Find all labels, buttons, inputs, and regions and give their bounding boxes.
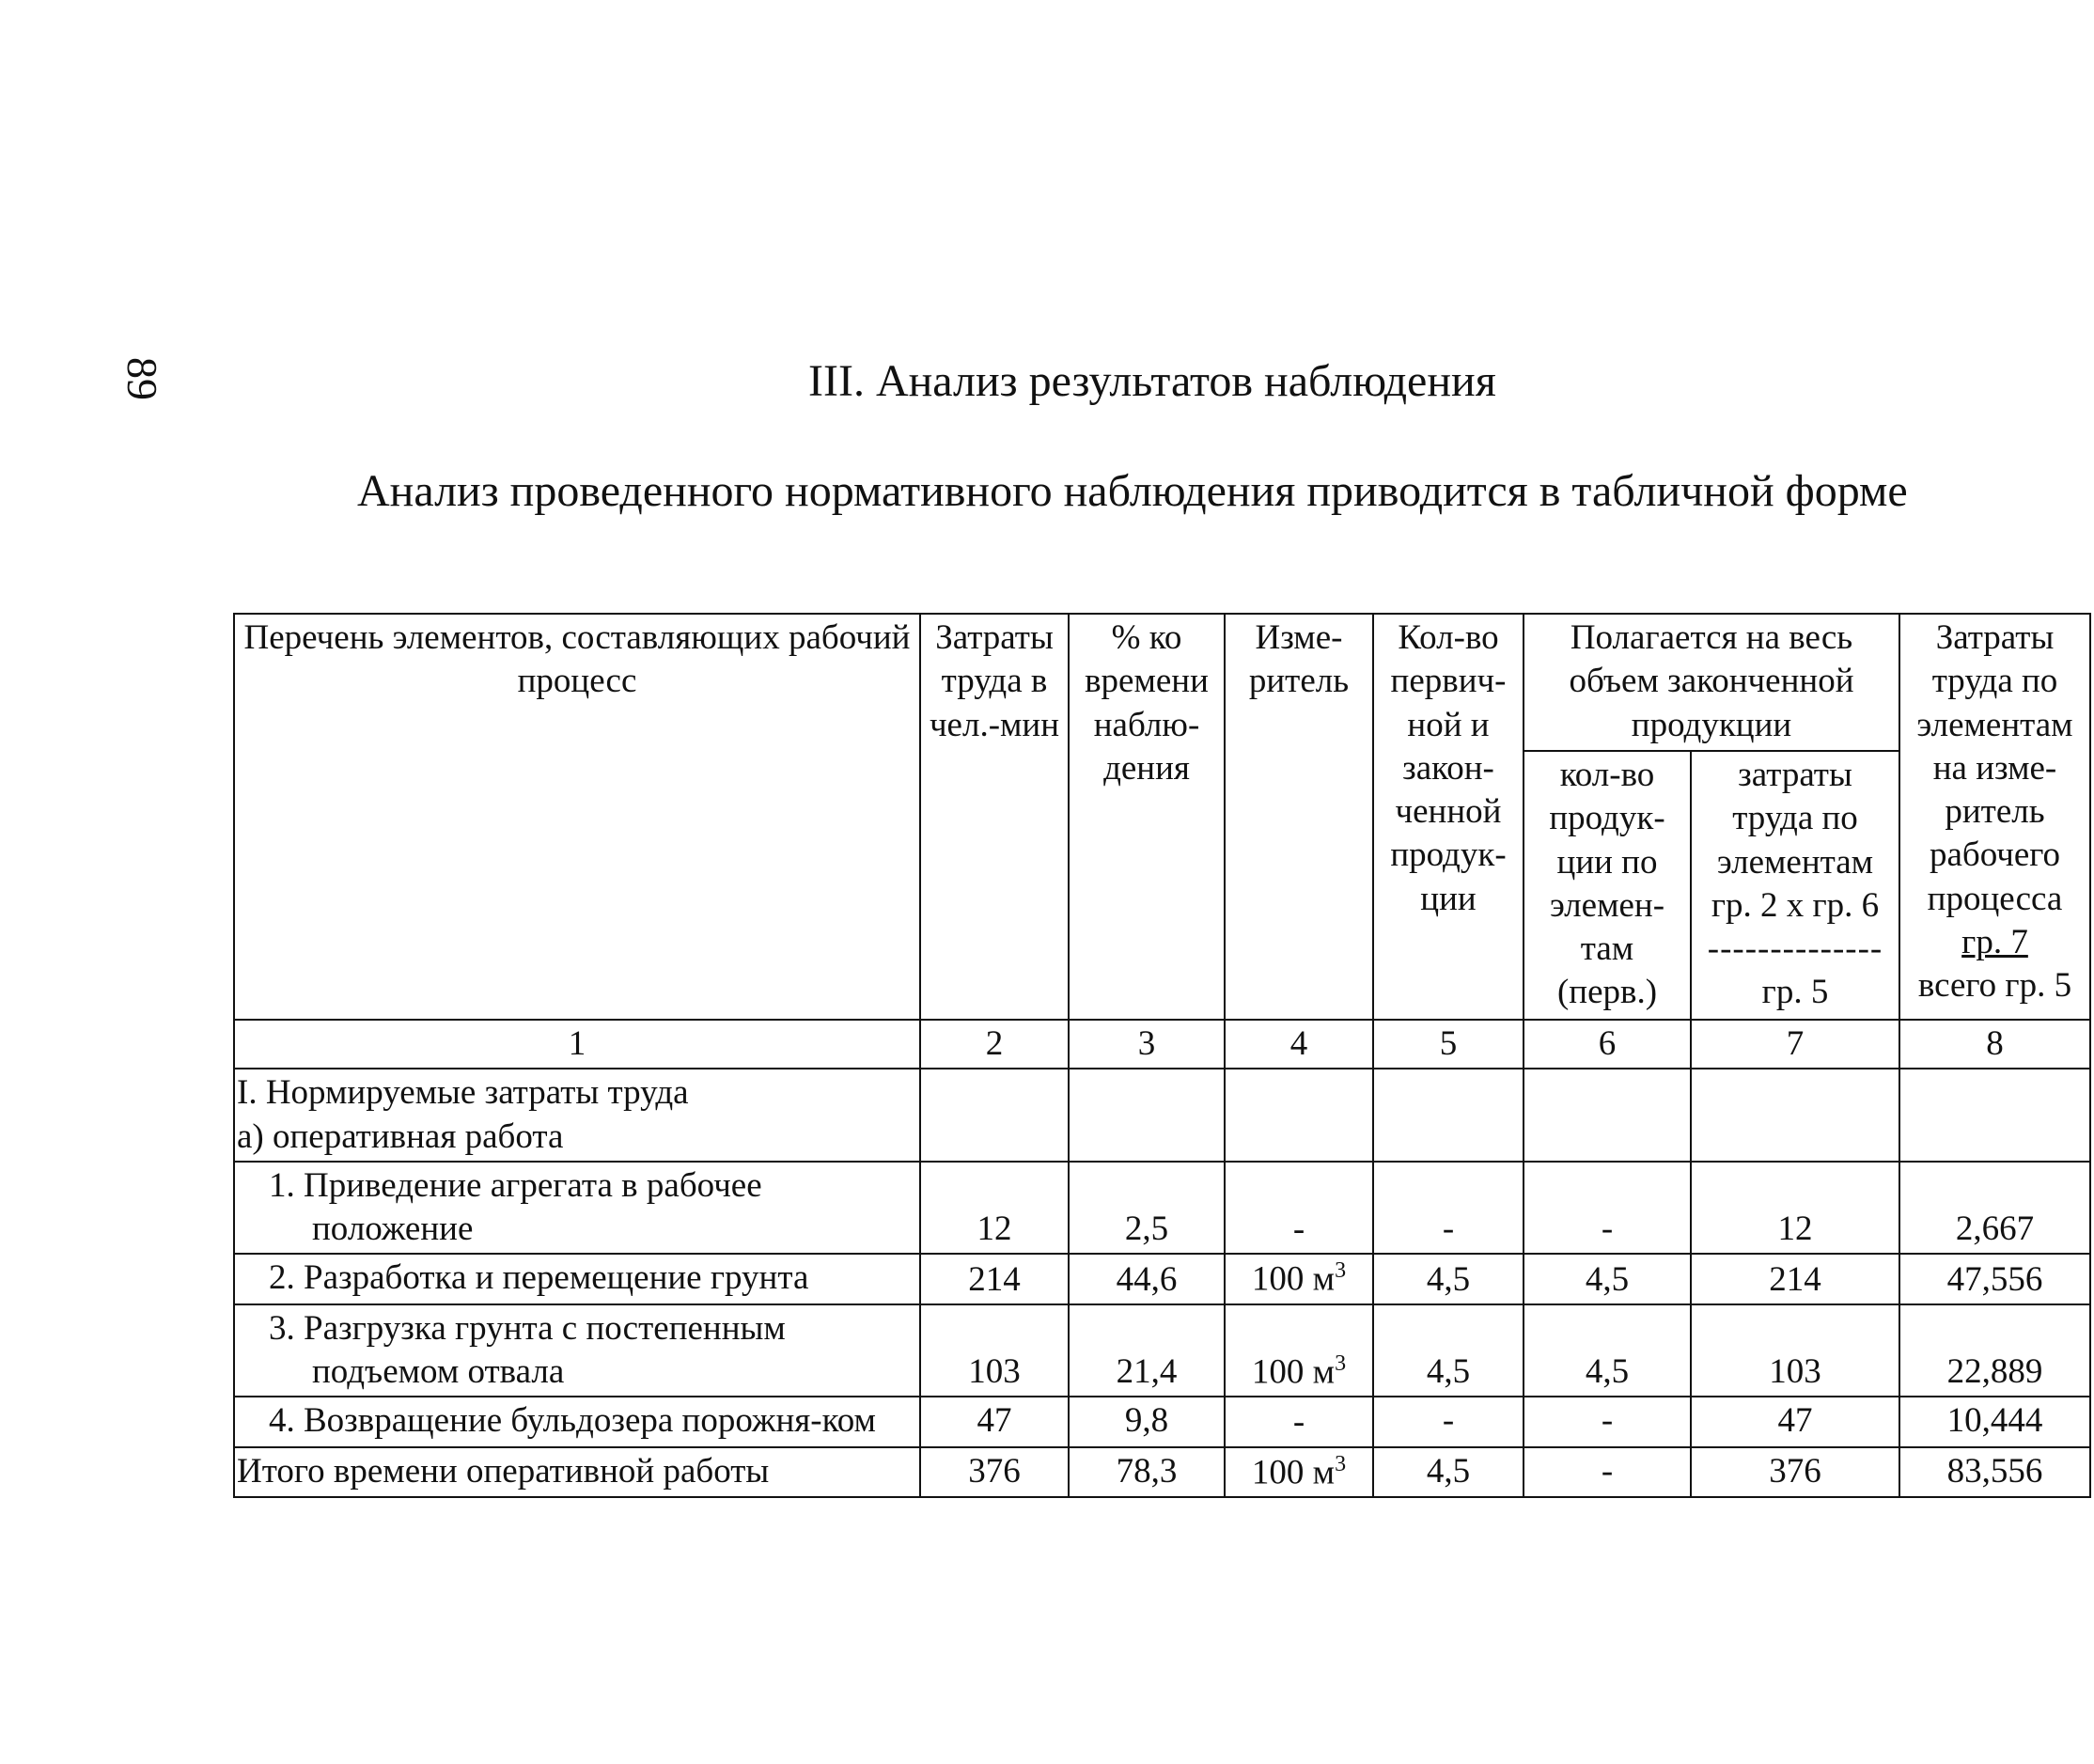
header-labor-cost: Затраты труда в чел.-мин (920, 614, 1069, 1020)
total-percent: 78,3 (1069, 1447, 1225, 1498)
total-element-qty: - (1524, 1447, 1691, 1498)
header-row-1 (234, 614, 2090, 751)
total-unit: 100 $м^3$ (1225, 1447, 1373, 1498)
intro-text: Анализ проведенного нормативного наблюдения приводится в табличной форме (357, 466, 1908, 516)
row-name: 2. Разработка и перемещение грунта (234, 1254, 920, 1304)
row-name: 3. Разгрузка грунта с постепенным подъемом отвала (234, 1304, 920, 1397)
empty-cell (1225, 1069, 1373, 1162)
column-number: 8 (1899, 1020, 2090, 1069)
header-group-total-volume: Полагается на весь объем законченной продукции (1524, 614, 1899, 751)
analysis-table (233, 613, 2091, 1498)
table-row (234, 1254, 2090, 1304)
cell-labor-cost: 214 (920, 1254, 1069, 1304)
row-name: 1. Приведение агрегата в рабочее положение (234, 1162, 920, 1255)
header-product-quantity: Кол-во первич-ной и закон-ченной продук-ции (1373, 614, 1524, 1020)
cell-unit: - (1225, 1162, 1373, 1255)
cell-labor-cost: 12 (920, 1162, 1069, 1255)
header-element-cost (1691, 751, 1899, 1020)
total-product-qty: 4,5 (1373, 1447, 1524, 1498)
total-row (234, 1447, 2090, 1498)
cell-percent: 21,4 (1069, 1304, 1225, 1397)
cell-cost-per-unit: 2,667 (1899, 1162, 2090, 1255)
header-col7-denominator: гр. 5 (1761, 973, 1829, 1012)
header-col8-numerator: гр. 7 (1961, 922, 2028, 961)
cell-labor-cost: 47 (920, 1397, 1069, 1447)
cell-element-qty: 4,5 (1524, 1254, 1691, 1304)
header-unit: Изме-ритель (1225, 614, 1373, 1020)
header-percent-time: % ко времени наблю-дения (1069, 614, 1225, 1020)
cell-percent: 2,5 (1069, 1162, 1225, 1255)
total-cost-per-unit: 83,556 (1899, 1447, 2090, 1498)
cell-cost-per-unit: 10,444 (1899, 1397, 2090, 1447)
cell-percent: 44,6 (1069, 1254, 1225, 1304)
header-col8-denominator: всего гр. 5 (1917, 966, 2072, 1005)
column-number: 4 (1225, 1020, 1373, 1069)
row-name: 4. Возвращение бульдозера порожня-ком (234, 1397, 920, 1447)
cell-element-cost: 47 (1691, 1397, 1899, 1447)
cell-element-cost: 103 (1691, 1304, 1899, 1397)
column-number: 3 (1069, 1020, 1225, 1069)
total-labor-cost: 376 (920, 1447, 1069, 1498)
cell-percent: 9,8 (1069, 1397, 1225, 1447)
empty-cell (920, 1069, 1069, 1162)
empty-cell (1899, 1069, 2090, 1162)
column-number: 7 (1691, 1020, 1899, 1069)
cell-unit: - (1225, 1397, 1373, 1447)
header-col7-text: затраты труда по элементам гр. 2 х гр. 6 (1711, 756, 1880, 925)
column-number: 1 (234, 1020, 920, 1069)
section-line-1: I. Нормируемые затраты труда (237, 1073, 689, 1113)
cell-product-qty: - (1373, 1397, 1524, 1447)
empty-cell (1069, 1069, 1225, 1162)
column-number: 6 (1524, 1020, 1691, 1069)
cell-unit: 100 $м^3$ (1225, 1254, 1373, 1304)
cell-element-cost: 12 (1691, 1162, 1899, 1255)
section-title: III. Анализ результатов наблюдения (808, 356, 1496, 406)
cell-product-qty: 4,5 (1373, 1304, 1524, 1397)
section-title-cell (234, 1069, 920, 1162)
cell-cost-per-unit: 22,889 (1899, 1304, 2090, 1397)
column-number: 5 (1373, 1020, 1524, 1069)
cell-product-qty: 4,5 (1373, 1254, 1524, 1304)
cell-unit: 100 $м^3$ (1225, 1304, 1373, 1397)
header-cost-per-unit (1899, 614, 2090, 1020)
empty-cell (1691, 1069, 1899, 1162)
table-row (234, 1304, 2090, 1397)
empty-cell (1524, 1069, 1691, 1162)
cell-labor-cost: 103 (920, 1304, 1069, 1397)
total-label: Итого времени оперативной работы (234, 1447, 920, 1498)
cell-element-qty: 4,5 (1524, 1304, 1691, 1397)
cell-product-qty: - (1373, 1162, 1524, 1255)
total-element-cost: 376 (1691, 1447, 1899, 1498)
table-row (234, 1162, 2090, 1255)
section-line-2: а) оперативная работа (237, 1116, 564, 1156)
column-number-row (234, 1020, 2090, 1069)
header-col8-text: Затраты труда по элементам на изме-ритель рабочего процесса (1916, 618, 2073, 918)
header-elements: Перечень элементов, составляющих рабочий процесс (234, 614, 920, 1020)
table-row (234, 1397, 2090, 1447)
cell-cost-per-unit: 47,556 (1899, 1254, 2090, 1304)
section-row (234, 1069, 2090, 1162)
cell-element-cost: 214 (1691, 1254, 1899, 1304)
empty-cell (1373, 1069, 1524, 1162)
cell-element-qty: - (1524, 1162, 1691, 1255)
header-col7-fraction-line: -------------- (1707, 929, 1883, 968)
cell-element-qty: - (1524, 1397, 1691, 1447)
header-element-quantity: кол-во продук-ции по элемен-там (перв.) (1524, 751, 1691, 1020)
column-number: 2 (920, 1020, 1069, 1069)
page-number: 89 (118, 357, 166, 400)
